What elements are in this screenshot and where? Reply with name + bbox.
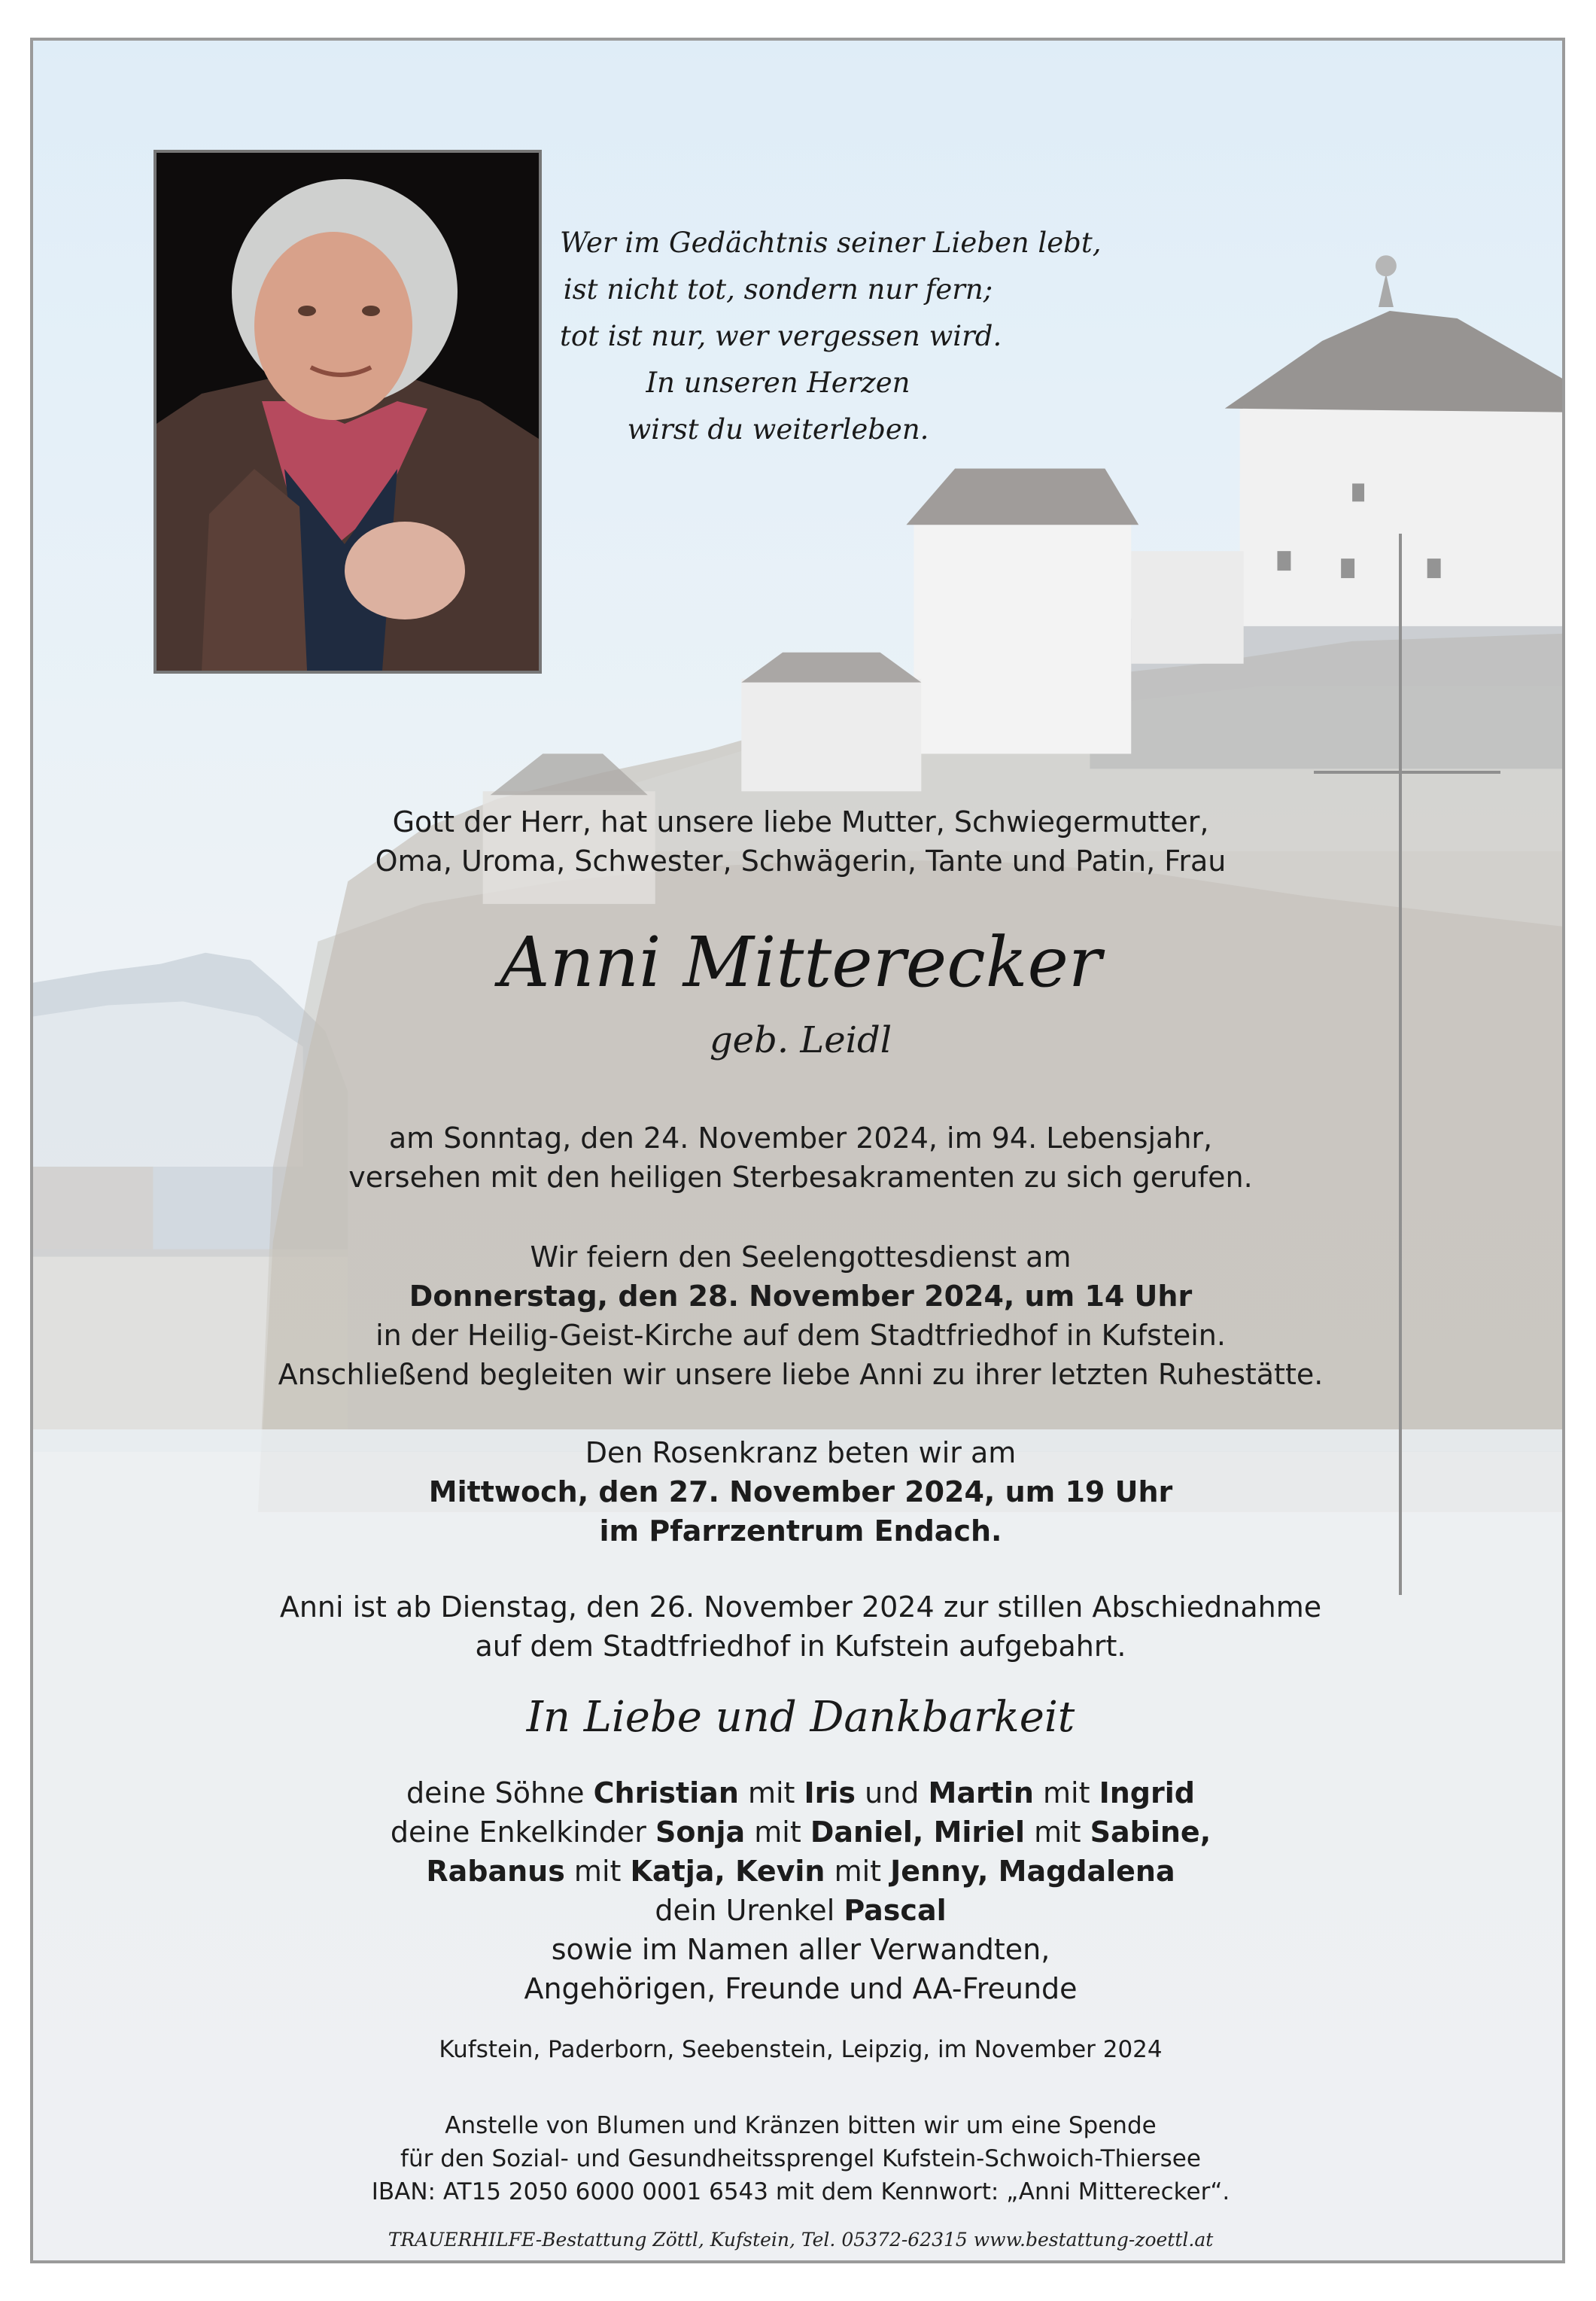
- donation-line: für den Sozial- und Gesundheitssprengel Kufstein-Schwoich-Thiersee: [400, 2145, 1201, 2172]
- deceased-name: Anni Mitterecker: [500, 922, 1102, 1003]
- mourners-line-5: sowie im Namen aller Verwandten,: [551, 1933, 1050, 1966]
- viewing-info: [33, 1587, 1565, 1666]
- rosary-place: im Pfarrzentrum Endach.: [599, 1514, 1002, 1548]
- mourner-name: Christian: [593, 1776, 739, 1809]
- viewing-line: Anni ist ab Dienstag, den 26. November 2024 zur stillen Abschiednahme: [279, 1590, 1322, 1624]
- mourner-text: mit: [738, 1776, 804, 1809]
- thanks-heading: In Liebe und Dankbarkeit: [526, 1693, 1075, 1742]
- mourner-text: mit: [745, 1816, 810, 1849]
- places-date-text: Kufstein, Paderborn, Seebenstein, Leipzig, im November 2024: [439, 2036, 1163, 2063]
- donation-info: [33, 2109, 1565, 2208]
- quote-line: ist nicht tot, sondern nur fern;: [563, 273, 993, 306]
- mourners-line-1: [33, 1773, 1565, 1812]
- mass-place: in der Heilig-Geist-Kirche auf dem Stadtfriedhof in Kufstein.: [375, 1319, 1226, 1352]
- death-line: versehen mit den heiligen Sterbesakramenten zu sich gerufen.: [348, 1161, 1253, 1194]
- mourner-text: mit: [564, 1855, 631, 1888]
- mourner-name: Sonja: [655, 1816, 746, 1849]
- donation-line: Anstelle von Blumen und Kränzen bitten wir um eine Spende: [445, 2112, 1157, 2139]
- mourner-name: Sabine,: [1090, 1816, 1211, 1849]
- mourners-line-2: [33, 1812, 1565, 1852]
- mourner-name: Rabanus: [426, 1855, 565, 1888]
- funeral-home-footer: TRAUERHILFE-Bestattung Zöttl, Kufstein, Tel. 05372-62315 www.bestattung-zoettl.at: [388, 2229, 1214, 2251]
- death-notice: [33, 1119, 1565, 1197]
- rosary-date: Mittwoch, den 27. November 2024, um 19 Uhr: [428, 1475, 1173, 1508]
- mourner-name: Pascal: [844, 1894, 947, 1927]
- mourners-line-6: Angehörigen, Freunde und AA-Freunde: [524, 1972, 1078, 2005]
- quote-line: tot ist nur, wer vergessen wird.: [560, 320, 1002, 352]
- mass-date: Donnerstag, den 28. November 2024, um 14 Uhr: [409, 1280, 1193, 1313]
- intro-line: Oma, Uroma, Schwester, Schwägerin, Tante und Patin, Frau: [375, 845, 1227, 878]
- mourner-name: Daniel, Miriel: [810, 1816, 1025, 1849]
- donation-line: IBAN: AT15 2050 6000 0001 6543 mit dem Kennwort: „Anni Mitterecker“.: [371, 2178, 1230, 2205]
- mass-burial: Anschließend begleiten wir unsere liebe Anni zu ihrer letzten Ruhestätte.: [278, 1358, 1324, 1391]
- mourner-name: Jenny, Magdalena: [890, 1855, 1175, 1888]
- mourner-text: und: [856, 1776, 929, 1809]
- portrait-image: [157, 153, 539, 671]
- mourner-name: Katja, Kevin: [630, 1855, 825, 1888]
- mourner-text: mit: [1024, 1816, 1090, 1849]
- places-date: [33, 2033, 1565, 2066]
- portrait-photo: [154, 150, 542, 674]
- death-line: am Sonntag, den 24. November 2024, im 94. Lebensjahr,: [388, 1122, 1213, 1155]
- rosary-info: [33, 1433, 1565, 1551]
- mourners-line-4: [33, 1891, 1565, 1930]
- mass-intro: Wir feiern den Seelengottesdienst am: [530, 1240, 1072, 1274]
- intro-text: [33, 802, 1565, 881]
- memorial-quote: [560, 220, 1102, 453]
- mourner-text: deine Söhne: [406, 1776, 594, 1809]
- maiden-name: geb. Leidl: [709, 1019, 892, 1061]
- viewing-line: auf dem Stadtfriedhof in Kufstein aufgebahrt.: [475, 1630, 1126, 1663]
- obituary-card: [30, 38, 1565, 2263]
- quote-line: wirst du weiterleben.: [627, 413, 929, 446]
- rosary-intro: Den Rosenkranz beten wir am: [585, 1436, 1017, 1469]
- cross-horizontal: [1314, 771, 1500, 774]
- intro-line: Gott der Herr, hat unsere liebe Mutter, Schwiegermutter,: [392, 805, 1209, 839]
- mass-info: [33, 1237, 1565, 1394]
- mourner-name: Iris: [804, 1776, 856, 1809]
- mourner-text: dein Urenkel: [655, 1894, 844, 1927]
- mourners-line-3: [33, 1852, 1565, 1891]
- mourner-name: Martin: [928, 1776, 1034, 1809]
- quote-line: Wer im Gedächtnis seiner Lieben lebt,: [560, 227, 1102, 259]
- mourner-name: Ingrid: [1099, 1776, 1195, 1809]
- mourner-text: mit: [825, 1855, 891, 1888]
- quote-line: In unseren Herzen: [646, 367, 910, 399]
- mourner-text: mit: [1033, 1776, 1099, 1809]
- mourner-text: deine Enkelkinder: [390, 1816, 655, 1849]
- mourners-list: [33, 1773, 1565, 2008]
